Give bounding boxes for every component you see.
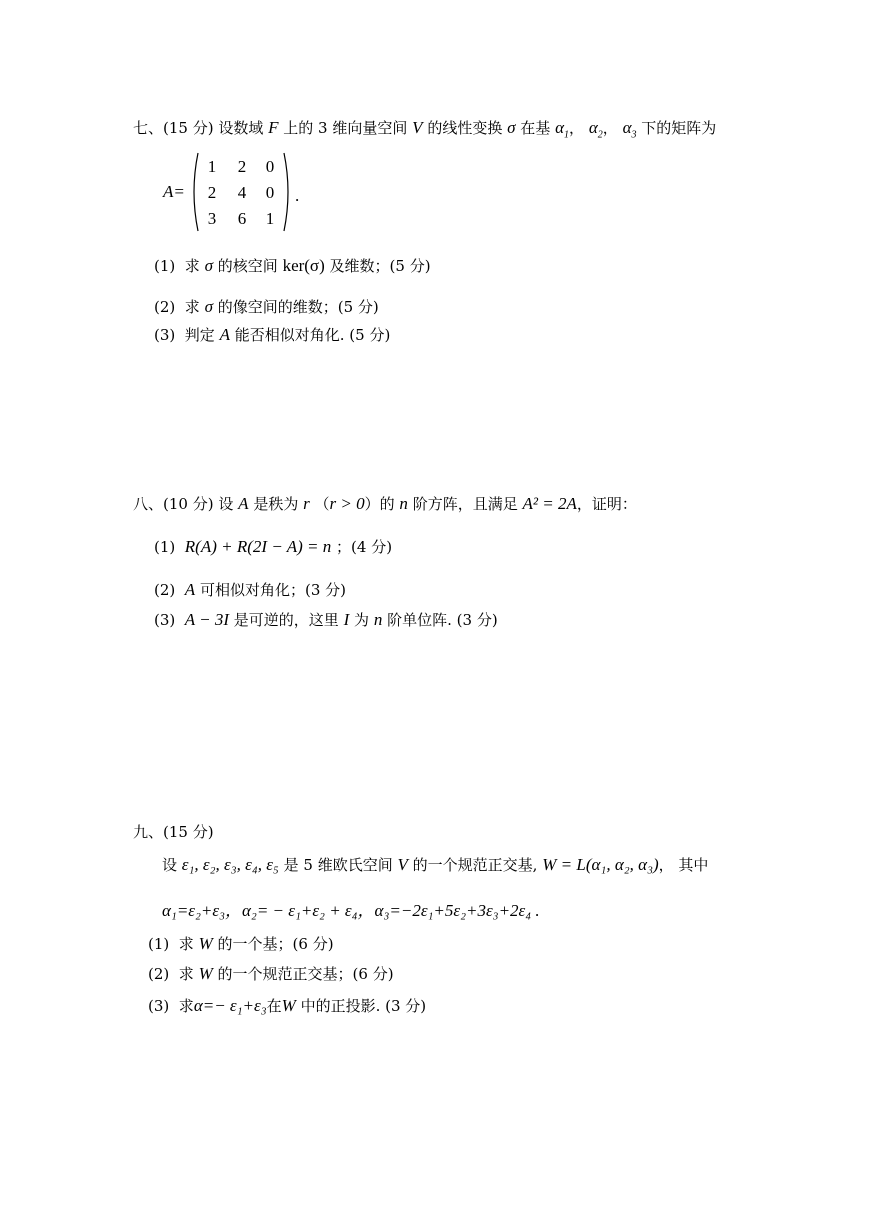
text: 中的正投影. (3 分) (300, 997, 427, 1015)
q8-header: 八、(10 分) (133, 495, 214, 513)
q9-part-1 (148, 934, 334, 954)
text: 及维数；(5 分) (329, 257, 431, 275)
var-sigma: σ (204, 297, 213, 316)
equation-A2-eq-2A: A² = 2A (522, 494, 577, 513)
var-n: n (373, 610, 383, 629)
text: 的核空间 (217, 257, 278, 275)
q8-stem (133, 494, 637, 514)
text: 是秩为 (253, 495, 299, 513)
matrix-label: A= (163, 182, 185, 201)
q9-stem (162, 855, 708, 875)
matrix-cell: 3 (207, 209, 217, 228)
q7-part-3 (154, 325, 390, 345)
text: 的像空间的维数；(5 分) (217, 298, 379, 316)
var-V: V (412, 118, 423, 137)
vector-alpha: α=− ε₁+ε₃ (193, 996, 267, 1015)
text: 的一个规范正交基, (412, 856, 538, 874)
q9-header (133, 822, 214, 842)
text: （ (314, 495, 330, 513)
text: 在 (266, 997, 282, 1015)
text: 求 (184, 257, 200, 275)
part-number: (3) (154, 326, 176, 344)
text: 是可逆的，这里 (233, 611, 339, 629)
text: 能否相似对角化. (5 分) (234, 326, 391, 344)
matrix-cell: 4 (237, 183, 247, 202)
matrix-A (163, 152, 323, 234)
text: 为 (354, 611, 370, 629)
sep: ， (602, 119, 618, 137)
text: 求 (178, 997, 194, 1015)
var-W: W (281, 996, 296, 1015)
var-r: r (303, 494, 310, 513)
matrix-cell: 1 (207, 157, 217, 176)
text: 求 (178, 965, 194, 983)
text: 的一个基；(6 分) (217, 935, 334, 953)
q8-part-1 (154, 537, 392, 557)
q8-part-3 (154, 610, 498, 630)
text: 求 (178, 935, 194, 953)
text: 阶方阵，且满足 (412, 495, 518, 513)
basis-alpha1: $\alpha_1$ (555, 118, 570, 141)
q7-part-1 (154, 256, 431, 276)
var-V: V (397, 855, 408, 874)
text: 的一个规范正交基；(6 分) (217, 965, 394, 983)
matrix-end: . (295, 186, 300, 205)
text: ， 其中 (658, 856, 709, 874)
part-number: (2) (148, 965, 170, 983)
var-sigma: σ (507, 118, 516, 137)
basis-epsilon: ε₁, ε₂, ε₃, ε₄, ε₅ (181, 855, 279, 874)
matrix-cell: 1 (265, 209, 275, 228)
text: 判定 (184, 326, 215, 344)
text: 九、(15 分) (133, 823, 214, 841)
basis-alpha3: $\alpha_3$ (622, 118, 637, 141)
q8-part-2 (154, 580, 346, 600)
matrix-cell: 2 (207, 183, 217, 202)
part-number: (1) (154, 257, 176, 275)
q7-text-2: 的线性变换 (427, 119, 503, 137)
left-paren (189, 152, 199, 232)
sep: ， (569, 119, 585, 137)
text: 设 (218, 495, 234, 513)
ker-sigma: ker(σ) (282, 256, 325, 275)
matrix-cell: 0 (265, 183, 275, 202)
q7-text-4: 下的矩阵为 (641, 119, 717, 137)
text: 求 (184, 298, 200, 316)
part-number: (2) (154, 298, 176, 316)
q7-part-2 (154, 297, 379, 317)
var-A: A (238, 494, 249, 513)
var-W: W (198, 934, 213, 953)
expr-A-minus-3I: A − 3I (184, 610, 230, 629)
q7-text-3: 在基 (520, 119, 551, 137)
var-I: I (343, 610, 350, 629)
part-number: (1) (148, 935, 170, 953)
q9-part-2 (148, 964, 394, 984)
q7-stem (133, 118, 717, 141)
r-condition: r > 0 (329, 494, 365, 513)
var-A: A (219, 325, 230, 344)
matrix-cell: 6 (237, 209, 247, 228)
text: 阶单位阵. (3 分) (387, 611, 498, 629)
text: ，证明： (576, 495, 637, 513)
part-number: (2) (154, 581, 176, 599)
var-A: A (184, 580, 196, 599)
q9-part-3 (148, 996, 426, 1016)
text: ）的 (364, 495, 395, 513)
var-sigma: σ (204, 256, 213, 275)
part-number: (3) (148, 997, 170, 1015)
q7-text-1: 上的 3 维向量空间 (283, 119, 408, 137)
matrix-cell: 2 (237, 157, 247, 176)
right-paren (283, 152, 293, 232)
var-W: W (198, 964, 213, 983)
part-number: (1) (154, 538, 176, 556)
text: 是 5 维欧氏空间 (283, 856, 393, 874)
rank-equation: R(A) + R(2I − A) = n (184, 537, 332, 556)
var-F: F (268, 118, 279, 137)
part-number: (3) (154, 611, 176, 629)
text: 可相似对角化；(3 分) (199, 581, 346, 599)
subspace-W: W = L(α₁, α₂, α₃) (542, 855, 659, 874)
alpha-definitions: α₁=ε₂+ε₃，α₂= − ε₁+ε₂ + ε₄，α₃=−2ε₁+5ε₂+3ε₃+2ε₄ . (162, 901, 540, 920)
matrix-cell: 0 (265, 157, 275, 176)
text: ；(4 分) (336, 538, 393, 556)
text: 设 (162, 856, 178, 874)
var-n: n (399, 494, 408, 513)
q9-alpha-definitions (162, 901, 540, 921)
q7-header: 七、(15 分) 设数域 (133, 119, 264, 137)
basis-alpha2: $\alpha_2$ (588, 118, 603, 141)
